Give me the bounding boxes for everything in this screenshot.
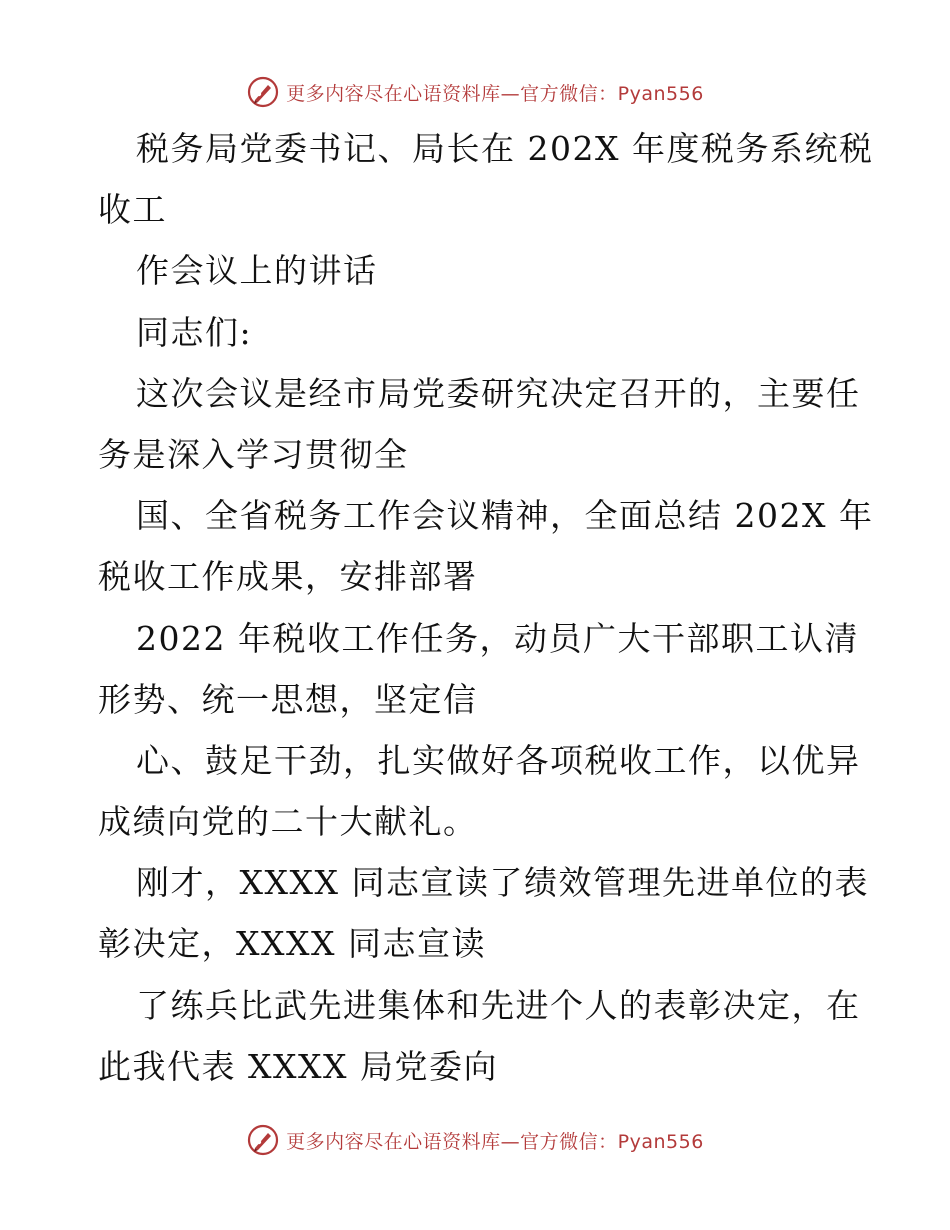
document-body <box>98 118 874 1097</box>
paragraph-line: 心、鼓足干劲，扎实做好各项税收工作，以优异 <box>136 740 861 780</box>
banner-text: 更多内容尽在心语资料库—官方微信：Pyan556 <box>286 1130 704 1153</box>
pen-logo-icon <box>246 75 280 109</box>
paragraph-line: 此我代表 XXXX 局党委向 <box>98 1046 498 1086</box>
salutation: 同志们: <box>136 312 253 352</box>
header-banner <box>0 72 950 112</box>
pen-logo-icon <box>246 1123 280 1157</box>
banner-text: 更多内容尽在心语资料库—官方微信：Pyan556 <box>286 82 704 105</box>
paragraph-line: 成绩向党的二十大献礼。 <box>98 802 478 842</box>
paragraph-line: 务是深入学习贯彻全 <box>98 434 409 474</box>
paragraph-line: 税收工作成果，安排部署 <box>98 557 478 597</box>
paragraph-line: 这次会议是经市局党委研究决定召开的，主要任 <box>136 373 861 413</box>
paragraph-line: 国、全省税务工作会议精神，全面总结 202X 年 <box>136 496 874 536</box>
footer-banner <box>0 1120 950 1160</box>
title-line-3: 作会议上的讲话 <box>136 251 378 291</box>
paragraph-line: 2022 年税收工作任务，动员广大干部职工认清 <box>136 618 859 658</box>
paragraph-line: 形势、统一思想，坚定信 <box>98 679 478 719</box>
title-line-1: 税务局党委书记、局长在 202X 年度税务系统税 <box>136 129 874 168</box>
title-line-2: 收工 <box>98 190 167 230</box>
paragraph-line: 刚才，XXXX 同志宣读了绩效管理先进单位的表 <box>136 863 869 903</box>
paragraph-line: 了练兵比武先进集体和先进个人的表彰决定，在 <box>136 985 861 1025</box>
paragraph-line: 彰决定，XXXX 同志宣读 <box>98 924 486 964</box>
